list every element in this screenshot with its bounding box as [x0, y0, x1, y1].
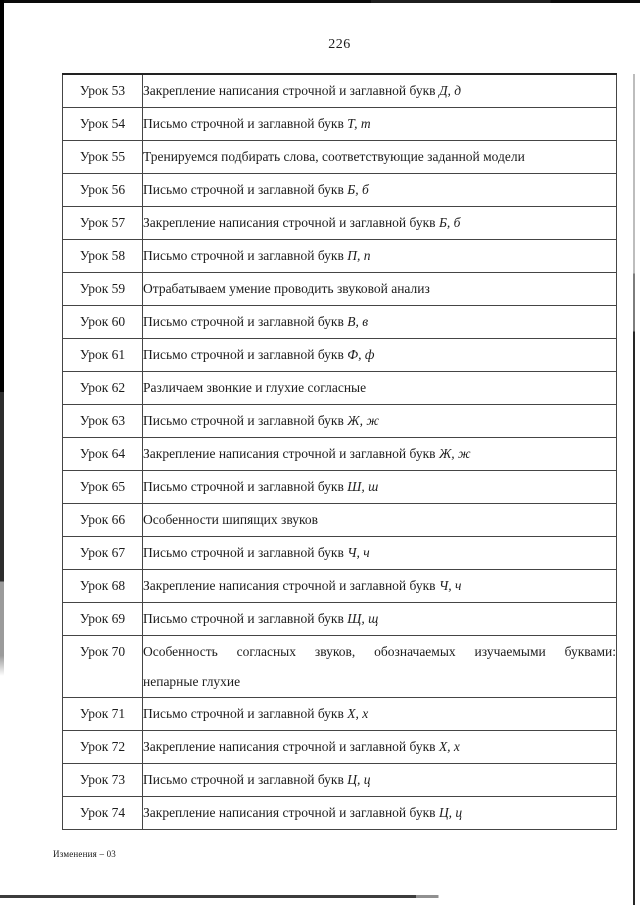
lesson-title-line1: [143, 208, 616, 238]
lesson-number-cell: Урок 53: [63, 74, 143, 108]
lesson-title-line1: [143, 505, 616, 535]
lesson-number-cell: Урок 65: [63, 471, 143, 504]
footer-revision-label: Изменения – 03: [53, 849, 117, 859]
table-row: [63, 537, 617, 570]
lesson-letters-italic: Х, х: [347, 706, 369, 721]
table-row: [63, 74, 617, 108]
table-row: [63, 306, 617, 339]
lesson-title-line1: [143, 76, 616, 106]
lesson-title-line1: [143, 765, 616, 795]
table-row: [63, 570, 617, 603]
lesson-title-line1: [143, 175, 616, 205]
lesson-title-cell: [143, 74, 617, 108]
lesson-title-cell: [143, 764, 617, 797]
lessons-table-body: [63, 74, 617, 830]
lesson-title-cell: [143, 141, 617, 174]
table-row: [63, 339, 617, 372]
lesson-title-cell: [143, 306, 617, 339]
lesson-number-cell: Урок 60: [63, 306, 143, 339]
lesson-title-line1: [143, 109, 616, 139]
lesson-title-line1: [143, 637, 616, 667]
lesson-number-cell: Урок 59: [63, 273, 143, 306]
table-row: [63, 372, 617, 405]
table-row: [63, 698, 617, 731]
lesson-title-text: Отрабатываем умение проводить звуковой анализ: [143, 281, 430, 296]
table-row: [63, 797, 617, 830]
lesson-letters-italic: Д, д: [438, 83, 462, 98]
lesson-letters-italic: В, в: [347, 314, 369, 329]
lesson-title-text: Особенность согласных звуков, обозначаемых изучаемыми буквами:: [143, 644, 616, 659]
lesson-letters-italic: Т, т: [347, 116, 371, 131]
lesson-title-text: Тренируемся подбирать слова, соответствующие заданной модели: [143, 149, 525, 164]
lesson-letters-italic: Б, б: [438, 215, 461, 230]
lesson-title-cell: [143, 731, 617, 764]
table-row: [63, 273, 617, 306]
lesson-title-cell: [143, 797, 617, 830]
lesson-number-cell: Урок 72: [63, 731, 143, 764]
lesson-title-text: Письмо строчной и заглавной букв: [143, 182, 348, 197]
lesson-letters-italic: Ц, ц: [347, 772, 371, 787]
lesson-title-cell: [143, 504, 617, 537]
lesson-title-text: Письмо строчной и заглавной букв: [143, 314, 348, 329]
lesson-title-line1: [143, 373, 616, 403]
scan-edge-top: [0, 0, 640, 3]
lesson-title-cell: [143, 273, 617, 306]
lesson-title-cell: [143, 207, 617, 240]
lesson-title-line1: [143, 732, 616, 762]
lesson-title-line1: [143, 274, 616, 304]
lesson-title-cell: [143, 108, 617, 141]
lesson-number-cell: Урок 74: [63, 797, 143, 830]
lesson-number-cell: Урок 58: [63, 240, 143, 273]
lesson-title-cell: [143, 636, 617, 698]
lesson-title-line1: [143, 340, 616, 370]
lesson-title-cell: [143, 698, 617, 731]
lesson-letters-italic: Ж, ж: [347, 413, 379, 428]
lesson-title-text: Закрепление написания строчной и заглавной букв: [143, 805, 439, 820]
table-row: [63, 504, 617, 537]
lesson-title-line1: [143, 241, 616, 271]
lesson-title-text: Письмо строчной и заглавной букв: [143, 772, 348, 787]
lesson-letters-italic: Ч, ч: [347, 545, 370, 560]
scan-edge-left: [0, 0, 4, 676]
page-number: 226: [328, 37, 351, 52]
lesson-title-line1: [143, 571, 616, 601]
lesson-number-cell: Урок 56: [63, 174, 143, 207]
lesson-title-cell: [143, 174, 617, 207]
lesson-letters-italic: Ф, ф: [347, 347, 375, 362]
lesson-title-line1: [143, 699, 616, 729]
table-row: [63, 603, 617, 636]
lesson-title-line1: [143, 406, 616, 436]
lessons-table: [62, 73, 617, 830]
lesson-title-line1: [143, 604, 616, 634]
lesson-title-text: Закрепление написания строчной и заглавной букв: [143, 739, 439, 754]
lesson-number-cell: Урок 61: [63, 339, 143, 372]
scan-edge-right: [633, 74, 635, 905]
table-row: [63, 207, 617, 240]
lesson-title-line1: [143, 307, 616, 337]
lesson-title-text: Письмо строчной и заглавной букв: [143, 248, 348, 263]
lesson-letters-italic: Ж, ж: [438, 446, 471, 461]
lesson-title-line2: непарные глухие: [143, 674, 241, 689]
lesson-letters-italic: Ч, ч: [438, 578, 462, 593]
lesson-number-cell: Урок 66: [63, 504, 143, 537]
table-row: [63, 636, 617, 698]
lesson-number-cell: Урок 63: [63, 405, 143, 438]
lesson-title-cell: [143, 438, 617, 471]
lesson-title-text: Письмо строчной и заглавной букв: [143, 545, 348, 560]
table-row: [63, 174, 617, 207]
lesson-number-cell: Урок 71: [63, 698, 143, 731]
table-row: [63, 438, 617, 471]
lesson-title-text: Письмо строчной и заглавной букв: [143, 347, 348, 362]
lesson-title-text: Письмо строчной и заглавной букв: [143, 413, 348, 428]
lesson-title-text: Письмо строчной и заглавной букв: [143, 611, 348, 626]
table-row: [63, 405, 617, 438]
lesson-title-cell: [143, 405, 617, 438]
lesson-letters-italic: Ш, ш: [347, 479, 379, 494]
lesson-number-cell: Урок 62: [63, 372, 143, 405]
lesson-title-text: Различаем звонкие и глухие согласные: [143, 380, 367, 395]
lesson-title-cell: [143, 603, 617, 636]
lesson-letters-italic: Х, х: [438, 739, 460, 754]
lesson-title-cell: [143, 240, 617, 273]
lesson-number-cell: Урок 55: [63, 141, 143, 174]
lesson-number-cell: Урок 67: [63, 537, 143, 570]
lesson-title-text: Письмо строчной и заглавной букв: [143, 479, 348, 494]
table-row: [63, 141, 617, 174]
table-row: [63, 240, 617, 273]
lesson-letters-italic: П, п: [347, 248, 371, 263]
lesson-title-cell: [143, 537, 617, 570]
lesson-title-text: Закрепление написания строчной и заглавной букв: [143, 446, 439, 461]
lesson-title-cell: [143, 570, 617, 603]
lesson-number-cell: Урок 69: [63, 603, 143, 636]
table-row: [63, 108, 617, 141]
lesson-title-text: Особенности шипящих звуков: [143, 512, 318, 527]
lesson-letters-italic: Б, б: [347, 182, 369, 197]
lesson-title-line1: [143, 472, 616, 502]
lesson-title-text: Письмо строчной и заглавной букв: [143, 116, 348, 131]
lesson-number-cell: Урок 70: [63, 636, 143, 698]
lesson-title-line1: [143, 439, 616, 469]
lesson-title-cell: [143, 372, 617, 405]
lesson-title-text: Закрепление написания строчной и заглавной букв: [143, 83, 439, 98]
table-row: [63, 471, 617, 504]
lesson-number-cell: Урок 73: [63, 764, 143, 797]
lesson-title-cell: [143, 339, 617, 372]
lesson-letters-italic: Щ, щ: [347, 611, 379, 626]
table-row: [63, 731, 617, 764]
scan-edge-bottom: [0, 895, 452, 898]
lesson-number-cell: Урок 57: [63, 207, 143, 240]
lesson-title-line1: [143, 142, 616, 172]
lesson-title-text: Закрепление написания строчной и заглавной букв: [143, 578, 439, 593]
lesson-number-cell: Урок 64: [63, 438, 143, 471]
lesson-title-line1: [143, 798, 616, 828]
lesson-title-line1: [143, 538, 616, 568]
lesson-title-text: Закрепление написания строчной и заглавной букв: [143, 215, 439, 230]
lesson-title-cell: [143, 471, 617, 504]
lesson-title-text: Письмо строчной и заглавной букв: [143, 706, 348, 721]
table-row: [63, 764, 617, 797]
lesson-letters-italic: Ц, ц: [438, 805, 463, 820]
lesson-number-cell: Урок 68: [63, 570, 143, 603]
lesson-number-cell: Урок 54: [63, 108, 143, 141]
